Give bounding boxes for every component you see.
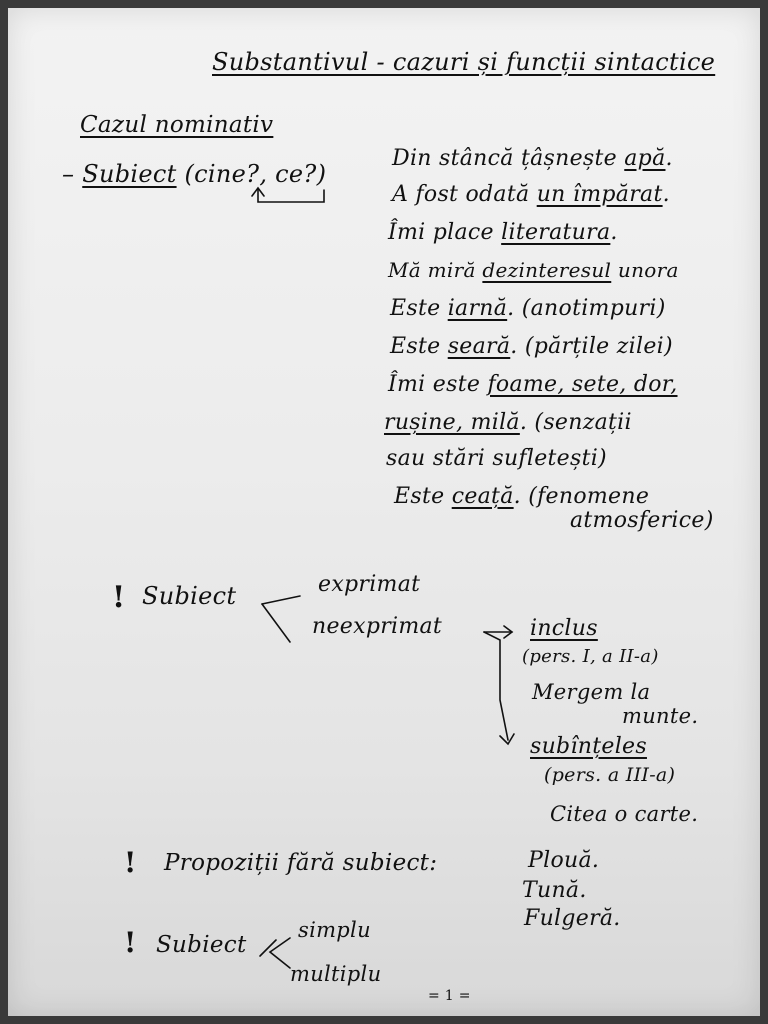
example-line: Din stâncă țâșnește apă. [392,146,673,171]
example-line: Îmi place literatura. [388,220,618,245]
example-line: rușine, milă. (senzații [384,410,632,435]
simple-label: simplu [298,918,371,942]
no-subject-label: Propoziții fără subiect: [164,850,438,876]
example-line: atmosferice) [570,508,714,533]
subject-label: Subiect [82,160,177,188]
unexpressed-label: neexprimat [312,614,443,639]
implied-example: Citea o carte. [550,802,699,826]
no-subject-example: Tună. [522,878,587,903]
multiple-label: multiplu [290,962,382,986]
implied-note: (pers. a III-a) [544,764,676,786]
page-title: Substantivul - cazuri și funcții sintactice [212,48,716,76]
dash: – [62,160,75,188]
subject-questions: (cine?, ce?) [184,160,327,188]
expressed-label: exprimat [318,572,421,597]
included-example-2: munte. [622,704,699,728]
example-line: Este iarnă. (anotimpuri) [390,296,666,321]
exclamation-mark: ! [124,846,137,879]
example-line: Îmi este foame, sete, dor, [388,372,678,397]
exclamation-mark: ! [124,926,137,959]
included-note: (pers. I, a II-a) [522,646,659,667]
subject-question-line [62,160,326,188]
example-line: sau stări sufletești) [386,446,607,471]
example-line: Este seară. (părțile zilei) [390,334,673,359]
included-label: inclus [530,616,598,641]
example-line: Mă miră dezinteresul unora [388,258,679,282]
no-subject-example: Fulgeră. [524,906,621,931]
example-line: Este ceață. (fenomene [394,484,650,509]
page-number: = 1 = [428,988,471,1004]
implied-label: subînțeles [530,734,647,759]
section-heading: Cazul nominativ [80,112,274,138]
no-subject-example: Plouă. [528,848,600,873]
included-example-1: Mergem la [532,680,651,704]
example-line: A fost odată un împărat. [392,182,670,207]
simple-multiple-label: Subiect [156,932,247,958]
subject-types-label: Subiect [142,582,237,610]
exclamation-mark: ! [112,580,126,615]
